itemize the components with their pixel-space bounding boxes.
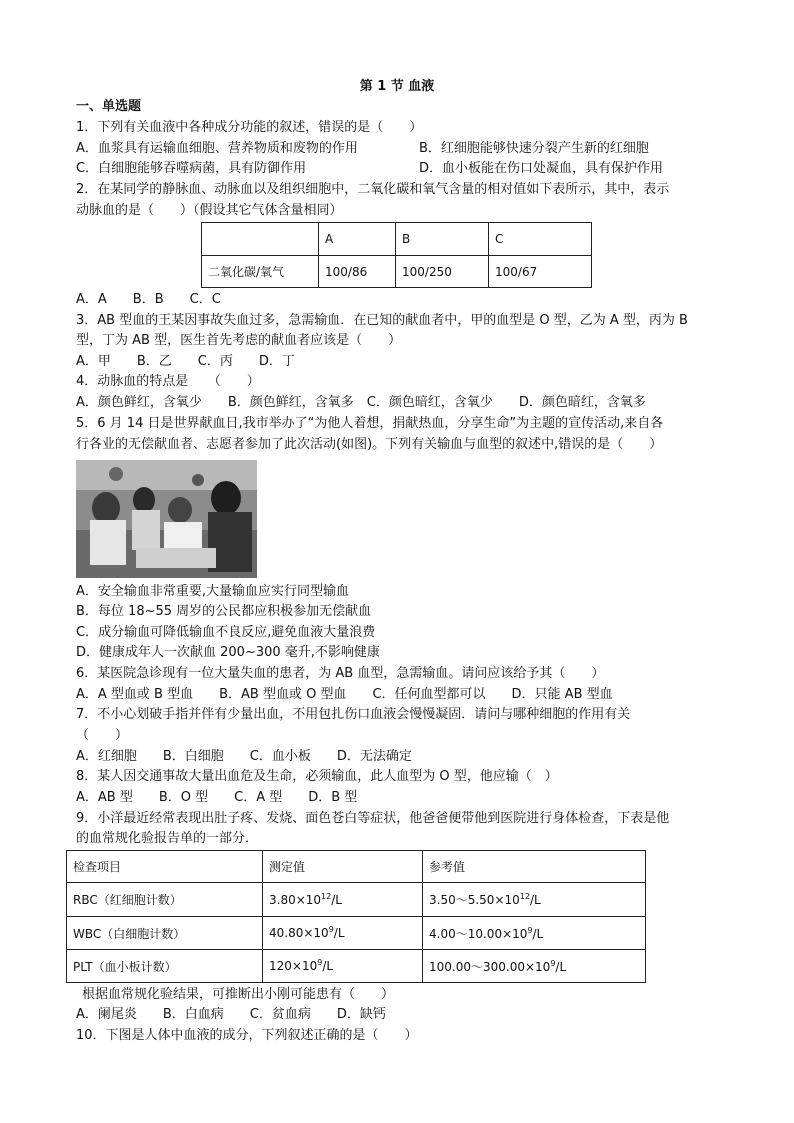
q5-option-b: B．每位 18~55 周岁的公民都应积极参加无偿献血	[76, 604, 372, 619]
table-cell: $3.80\times 10^{12}/L$	[263, 883, 423, 917]
table-cell: 100/86	[319, 256, 396, 288]
table-header-row	[202, 223, 592, 256]
table-cell: PLT（血小板计数）	[67, 950, 263, 983]
q7-stem-line1: 7．不小心划破手指并伴有少量出血，不用包扎伤口血液会慢慢凝固．请问与哪种细胞的作用有关	[76, 707, 631, 722]
q9-options: A．阑尾炎 B．白血病 C．贫血病 D．缺钙	[76, 1007, 386, 1022]
blood-test-table	[66, 850, 646, 983]
table-cell: RBC（红细胞计数）	[67, 883, 263, 917]
q2-stem-line1: 2．在某同学的静脉血、动脉血以及组织细胞中，二氧化碳和氧气含量的相对值如下表所示，其中，表示	[76, 182, 670, 197]
q7-options: A．红细胞 B．白细胞 C．血小板 D．无法确定	[76, 749, 412, 764]
q1-option-d: D．血小板能在伤口处凝血，具有保护作用	[419, 161, 664, 176]
q1-option-b: B．红细胞能够快速分裂产生新的红细胞	[419, 141, 649, 156]
q4-stem: 4．动脉血的特点是 （ ）	[76, 374, 260, 389]
q5-option-d: D．健康成年人一次献血 200~300 毫升,不影响健康	[76, 645, 380, 660]
table-cell: $100.00\sim 300.00\times 10^9/L$	[423, 950, 646, 983]
q1-option-a: A．血浆具有运输血细胞、营养物质和废物的作用	[76, 141, 358, 156]
table-cell: WBC（白细胞计数）	[67, 917, 263, 950]
q3-stem-line2: 型，丁为 AB 型，医生首先考虑的献血者应该是（ ）	[76, 333, 402, 348]
q5-option-c: C．成分输血可降低输血不良反应,避免血液大量浪费	[76, 625, 376, 640]
q3-options: A．甲 B．乙 C．丙 D．丁	[76, 354, 295, 369]
section-heading: 一、单选题	[76, 99, 142, 114]
table-row	[67, 917, 646, 950]
q1-option-c: C．白细胞能够吞噬病菌，具有防御作用	[76, 161, 307, 176]
table-cell: $4.00\sim 10.00\times 10^9/L$	[423, 917, 646, 950]
q5-option-a: A．安全输血非常重要,大量输血应实行同型输血	[76, 584, 350, 599]
page-title: 第 1 节 血液	[359, 79, 435, 94]
table-header-row	[67, 851, 646, 883]
table-cell: 二氧化碳/氧气	[202, 256, 319, 288]
table-cell: $120\times 10^9/L$	[263, 950, 423, 983]
table-row	[202, 256, 592, 288]
table-row	[67, 950, 646, 983]
table-cell	[202, 223, 319, 256]
gas-ratio-table	[201, 222, 592, 288]
q7-stem-line2: （ ）	[76, 728, 129, 743]
table-cell: A	[319, 223, 396, 256]
q8-options: A．AB 型 B．O 型 C．A 型 D．B 型	[76, 790, 358, 805]
photo-illustration	[76, 460, 257, 578]
q10-stem: 10．下图是人体中血液的成分，下列叙述正确的是（ ）	[76, 1028, 418, 1043]
q6-stem: 6．某医院急诊现有一位大量失血的患者，为 AB 血型，急需输血。请问应该给予其（ ）	[76, 666, 605, 681]
q8-stem: 8．某人因交通事故大量出血危及生命，必须输血，此人血型为 O 型，他应输（ ）	[76, 769, 558, 784]
blood-donation-photo	[76, 460, 257, 578]
q2-options: A．A B．B C．C	[76, 292, 221, 307]
table-cell: 参考值	[423, 851, 646, 883]
q2-stem-line2: 动脉血的是（ ）（假设其它气体含量相同）	[76, 203, 343, 218]
table-cell: $40.80\times 10^9/L$	[263, 917, 423, 950]
q9-followup: 根据血常规化验结果，可推断出小刚可能患有（ ）	[82, 987, 395, 1002]
table-cell: 测定值	[263, 851, 423, 883]
q4-options: A．颜色鲜红，含氧少 B．颜色鲜红，含氧多 C．颜色暗红，含氧少 D．颜色暗红，含氧多	[76, 395, 646, 410]
q9-stem-line1: 9．小洋最近经常表现出肚子疼、发烧、面色苍白等症状，他爸爸便带他到医院进行身体检查，下表是他	[76, 811, 670, 826]
q5-stem-line1: 5．6 月 14 日是世界献血日,我市举办了“为他人着想，捐献热血，分享生命”为主题的宣传活动,来自各	[76, 416, 664, 431]
q5-stem-line2: 行各业的无偿献血者、志愿者参加了此次活动(如图)。下列有关输血与血型的叙述中,错误的是（ ）	[76, 437, 663, 452]
q3-stem-line1: 3．AB 型血的王某因事故失血过多，急需输血．在已知的献血者中，甲的血型是 O 型，乙为 A 型，丙为 B	[76, 313, 688, 328]
table-cell: 100/67	[489, 256, 592, 288]
table-cell: $3.50\sim 5.50\times 10^{12}/L$	[423, 883, 646, 917]
q1-stem: 1．下列有关血液中各种成分功能的叙述，错误的是（ ）	[76, 120, 423, 135]
table-row	[67, 883, 646, 917]
q9-stem-line2: 的血常规化验报告单的一部分．	[76, 831, 259, 846]
q6-options: A．A 型血或 B 型血 B．AB 型血或 O 型血 C．任何血型都可以 D．只能 AB 型血	[76, 687, 613, 702]
table-cell: 检查项目	[67, 851, 263, 883]
table-cell: C	[489, 223, 592, 256]
table-cell: 100/250	[396, 256, 489, 288]
table-cell: B	[396, 223, 489, 256]
